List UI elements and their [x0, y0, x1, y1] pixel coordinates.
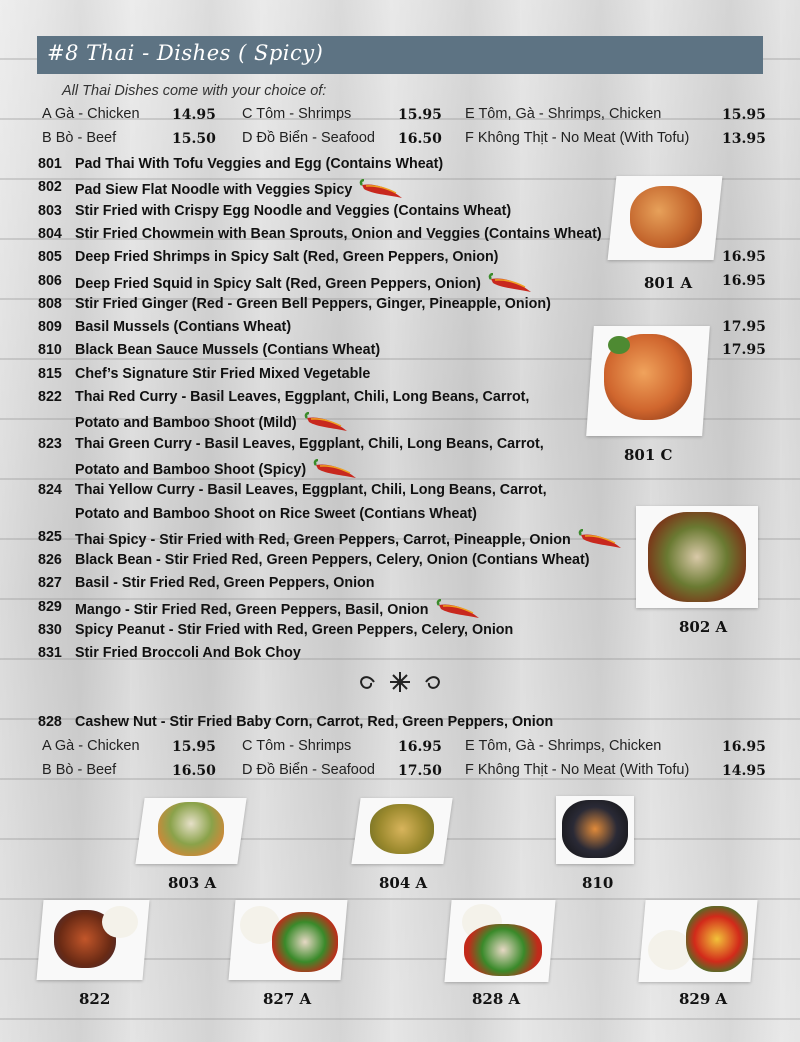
food-photo [556, 796, 634, 864]
menu-item [38, 645, 778, 667]
menu-item [38, 156, 778, 178]
item-name-text: Potato and Bamboo Shoot on Rice Sweet (Contians Wheat) [75, 505, 477, 522]
option-label: F Không Thịt - No Meat (With Tofu) [465, 762, 690, 778]
menu-item [38, 296, 778, 318]
item-name [75, 552, 590, 568]
option-label: A Gà - Chicken [42, 106, 140, 122]
food-photo [40, 900, 146, 980]
option-price: 15.95 [398, 107, 442, 123]
option-price: 16.95 [398, 739, 442, 755]
item-name [75, 436, 544, 452]
item-name [75, 389, 529, 405]
item-name-text: Pad Thai With Tofu Veggies and Egg (Contains Wheat) [75, 156, 444, 172]
option-label: C Tôm - Shrimps [242, 738, 352, 754]
price-options-table [42, 106, 767, 154]
menu-item [38, 482, 778, 504]
item-name [75, 459, 360, 481]
item-number: 806 [38, 272, 62, 289]
option-price: 17.50 [398, 763, 442, 779]
food-photo [356, 798, 448, 864]
item-name [75, 645, 301, 661]
item-name-text: Stir Fried Broccoli And Bok Choy [75, 645, 301, 662]
menu-item [38, 622, 778, 644]
option-price: 15.95 [722, 107, 766, 123]
item-name-text: Black Bean Sauce Mussels (Contians Wheat) [75, 342, 381, 359]
item-name-text: Thai Yellow Curry - Basil Leaves, Eggplant, Chili, Long Beans, Carrot, [75, 482, 547, 499]
item-name [75, 156, 443, 172]
item-name [75, 226, 602, 242]
item-number: 803 [38, 202, 62, 219]
item-number: 808 [38, 295, 62, 312]
item-name-text: Thai Red Curry - Basil Leaves, Eggplant, Chili, Long Beans, Carrot, [75, 389, 530, 405]
item-price: 17.95 [722, 319, 766, 336]
item-name [75, 179, 406, 201]
option-label: B Bò - Beef [42, 762, 117, 778]
item-name [75, 203, 511, 219]
item-name [75, 412, 351, 434]
item-number: 827 [38, 575, 62, 592]
food-photo [642, 900, 754, 982]
item-name: Cashew Nut - Stir Fried Baby Corn, Carrot, Red, Green Peppers, Onion [75, 714, 554, 730]
photo-label: 810 [582, 874, 614, 892]
item-name-text: Mango - Stir Fried Red, Green Peppers, Basil, Onion [75, 601, 429, 618]
chili-pepper-icon [303, 412, 351, 434]
section-title: #8 Thai - Dishes ( Spicy) [47, 41, 324, 65]
item-name-text: Deep Fried Shrimps in Spicy Salt (Red, Green Peppers, Onion) [75, 249, 499, 266]
item-name [75, 482, 547, 498]
item-name-text: Chef’s Signature Stir Fried Mixed Vegetable [75, 365, 371, 382]
photo-label: 802 A [679, 618, 728, 636]
chili-pepper-icon [358, 179, 406, 201]
item-name-text: Potato and Bamboo Shoot (Mild) [75, 415, 297, 432]
item-name-text: Spicy Peanut - Stir Fried with Red, Green Peppers, Celery, Onion [75, 622, 514, 638]
chili-pepper-icon [487, 273, 535, 295]
option-price: 16.50 [398, 131, 442, 147]
item-name-text: Deep Fried Squid in Spicy Salt (Red, Green Peppers, Onion) [75, 275, 481, 292]
item-number: 829 [38, 598, 62, 615]
item-name [75, 599, 483, 621]
option-label: C Tôm - Shrimps [242, 106, 352, 122]
item-number: 810 [38, 342, 62, 359]
item-name-text: Thai Green Curry - Basil Leaves, Eggplant, Chili, Long Beans, Carrot, [75, 435, 544, 452]
food-photo [448, 900, 552, 982]
item-name [75, 575, 375, 591]
section-banner [37, 36, 763, 74]
item-number: 804 [38, 225, 62, 242]
food-photo [140, 798, 242, 864]
item-number: 831 [38, 645, 62, 662]
photo-label: 804 A [379, 874, 428, 892]
item-name [75, 622, 513, 638]
photo-label: 829 A [679, 990, 728, 1008]
item-name [75, 366, 370, 382]
option-price: 14.95 [722, 763, 766, 779]
chili-pepper-icon [312, 459, 360, 481]
photo-label: 803 A [168, 874, 217, 892]
option-label: E Tôm, Gà - Shrimps, Chicken [465, 738, 662, 754]
item-name [75, 296, 551, 312]
item-number: 830 [38, 622, 62, 638]
item-number: 823 [38, 435, 62, 452]
item-number: 825 [38, 528, 62, 545]
item-number: 809 [38, 319, 62, 336]
item-number: 802 [38, 179, 62, 196]
option-price: 15.95 [172, 739, 216, 755]
chili-pepper-icon [435, 599, 483, 621]
item-name [75, 249, 498, 265]
photo-label: 801 C [624, 446, 673, 464]
item-name-text: Black Bean - Stir Fried Red, Green Peppers, Celery, Onion (Contians Wheat) [75, 552, 590, 569]
food-photo [232, 900, 344, 980]
item-name [75, 273, 535, 295]
chili-pepper-icon [577, 529, 625, 551]
option-label: B Bò - Beef [42, 130, 117, 146]
item-name-text: Pad Siew Flat Noodle with Veggies Spicy [75, 182, 353, 199]
item-number: 824 [38, 482, 62, 499]
option-price: 14.95 [172, 107, 216, 123]
option-price: 16.50 [172, 763, 216, 779]
menu-item [38, 714, 778, 736]
item-number: 805 [38, 249, 62, 266]
item-name-text: Stir Fried Chowmein with Bean Sprouts, Onion and Veggies (Contains Wheat) [75, 225, 602, 242]
option-price: 15.50 [172, 131, 216, 147]
item-number: 828 [38, 714, 62, 730]
option-label: D Đồ Biển - Seafood [242, 762, 375, 778]
item-number: 822 [38, 389, 62, 405]
item-name [75, 529, 625, 551]
option-price: 16.95 [722, 739, 766, 755]
item-number: 815 [38, 365, 62, 382]
food-photo [636, 506, 758, 608]
option-label: E Tôm, Gà - Shrimps, Chicken [465, 106, 662, 122]
item-name [75, 342, 380, 358]
option-label: A Gà - Chicken [42, 738, 140, 754]
ornament-divider-icon [352, 670, 448, 694]
item-name [75, 319, 291, 335]
item-name-text: Stir Fried Ginger (Red - Green Bell Peppers, Ginger, Pineapple, Onion) [75, 295, 551, 312]
food-photo [590, 326, 706, 436]
photo-label: 828 A [472, 990, 521, 1008]
intro-text: All Thai Dishes come with your choice of: [62, 83, 327, 99]
item-name-text: Basil Mussels (Contians Wheat) [75, 319, 292, 336]
item-name-text: Stir Fried with Crispy Egg Noodle and Veggies (Contains Wheat) [75, 202, 512, 219]
food-photo [612, 176, 718, 260]
option-label: F Không Thịt - No Meat (With Tofu) [465, 130, 690, 146]
photo-label: 801 A [644, 274, 693, 292]
item-number: 826 [38, 552, 62, 569]
item-price: 16.95 [722, 272, 766, 289]
item-number: 801 [38, 156, 62, 172]
item-name-text: Potato and Bamboo Shoot (Spicy) [75, 461, 307, 478]
item-name-text: Thai Spicy - Stir Fried with Red, Green Peppers, Carrot, Pineapple, Onion [75, 531, 571, 548]
option-label: D Đồ Biển - Seafood [242, 130, 375, 146]
photo-label: 827 A [263, 990, 312, 1008]
item-price: 17.95 [722, 342, 766, 359]
photo-label: 822 [79, 990, 111, 1008]
option-price: 13.95 [722, 131, 766, 147]
cashew-price-options-table [42, 738, 767, 786]
item-name-text: Basil - Stir Fried Red, Green Peppers, Onion [75, 575, 375, 592]
item-name [75, 506, 477, 522]
item-price: 16.95 [722, 249, 766, 266]
